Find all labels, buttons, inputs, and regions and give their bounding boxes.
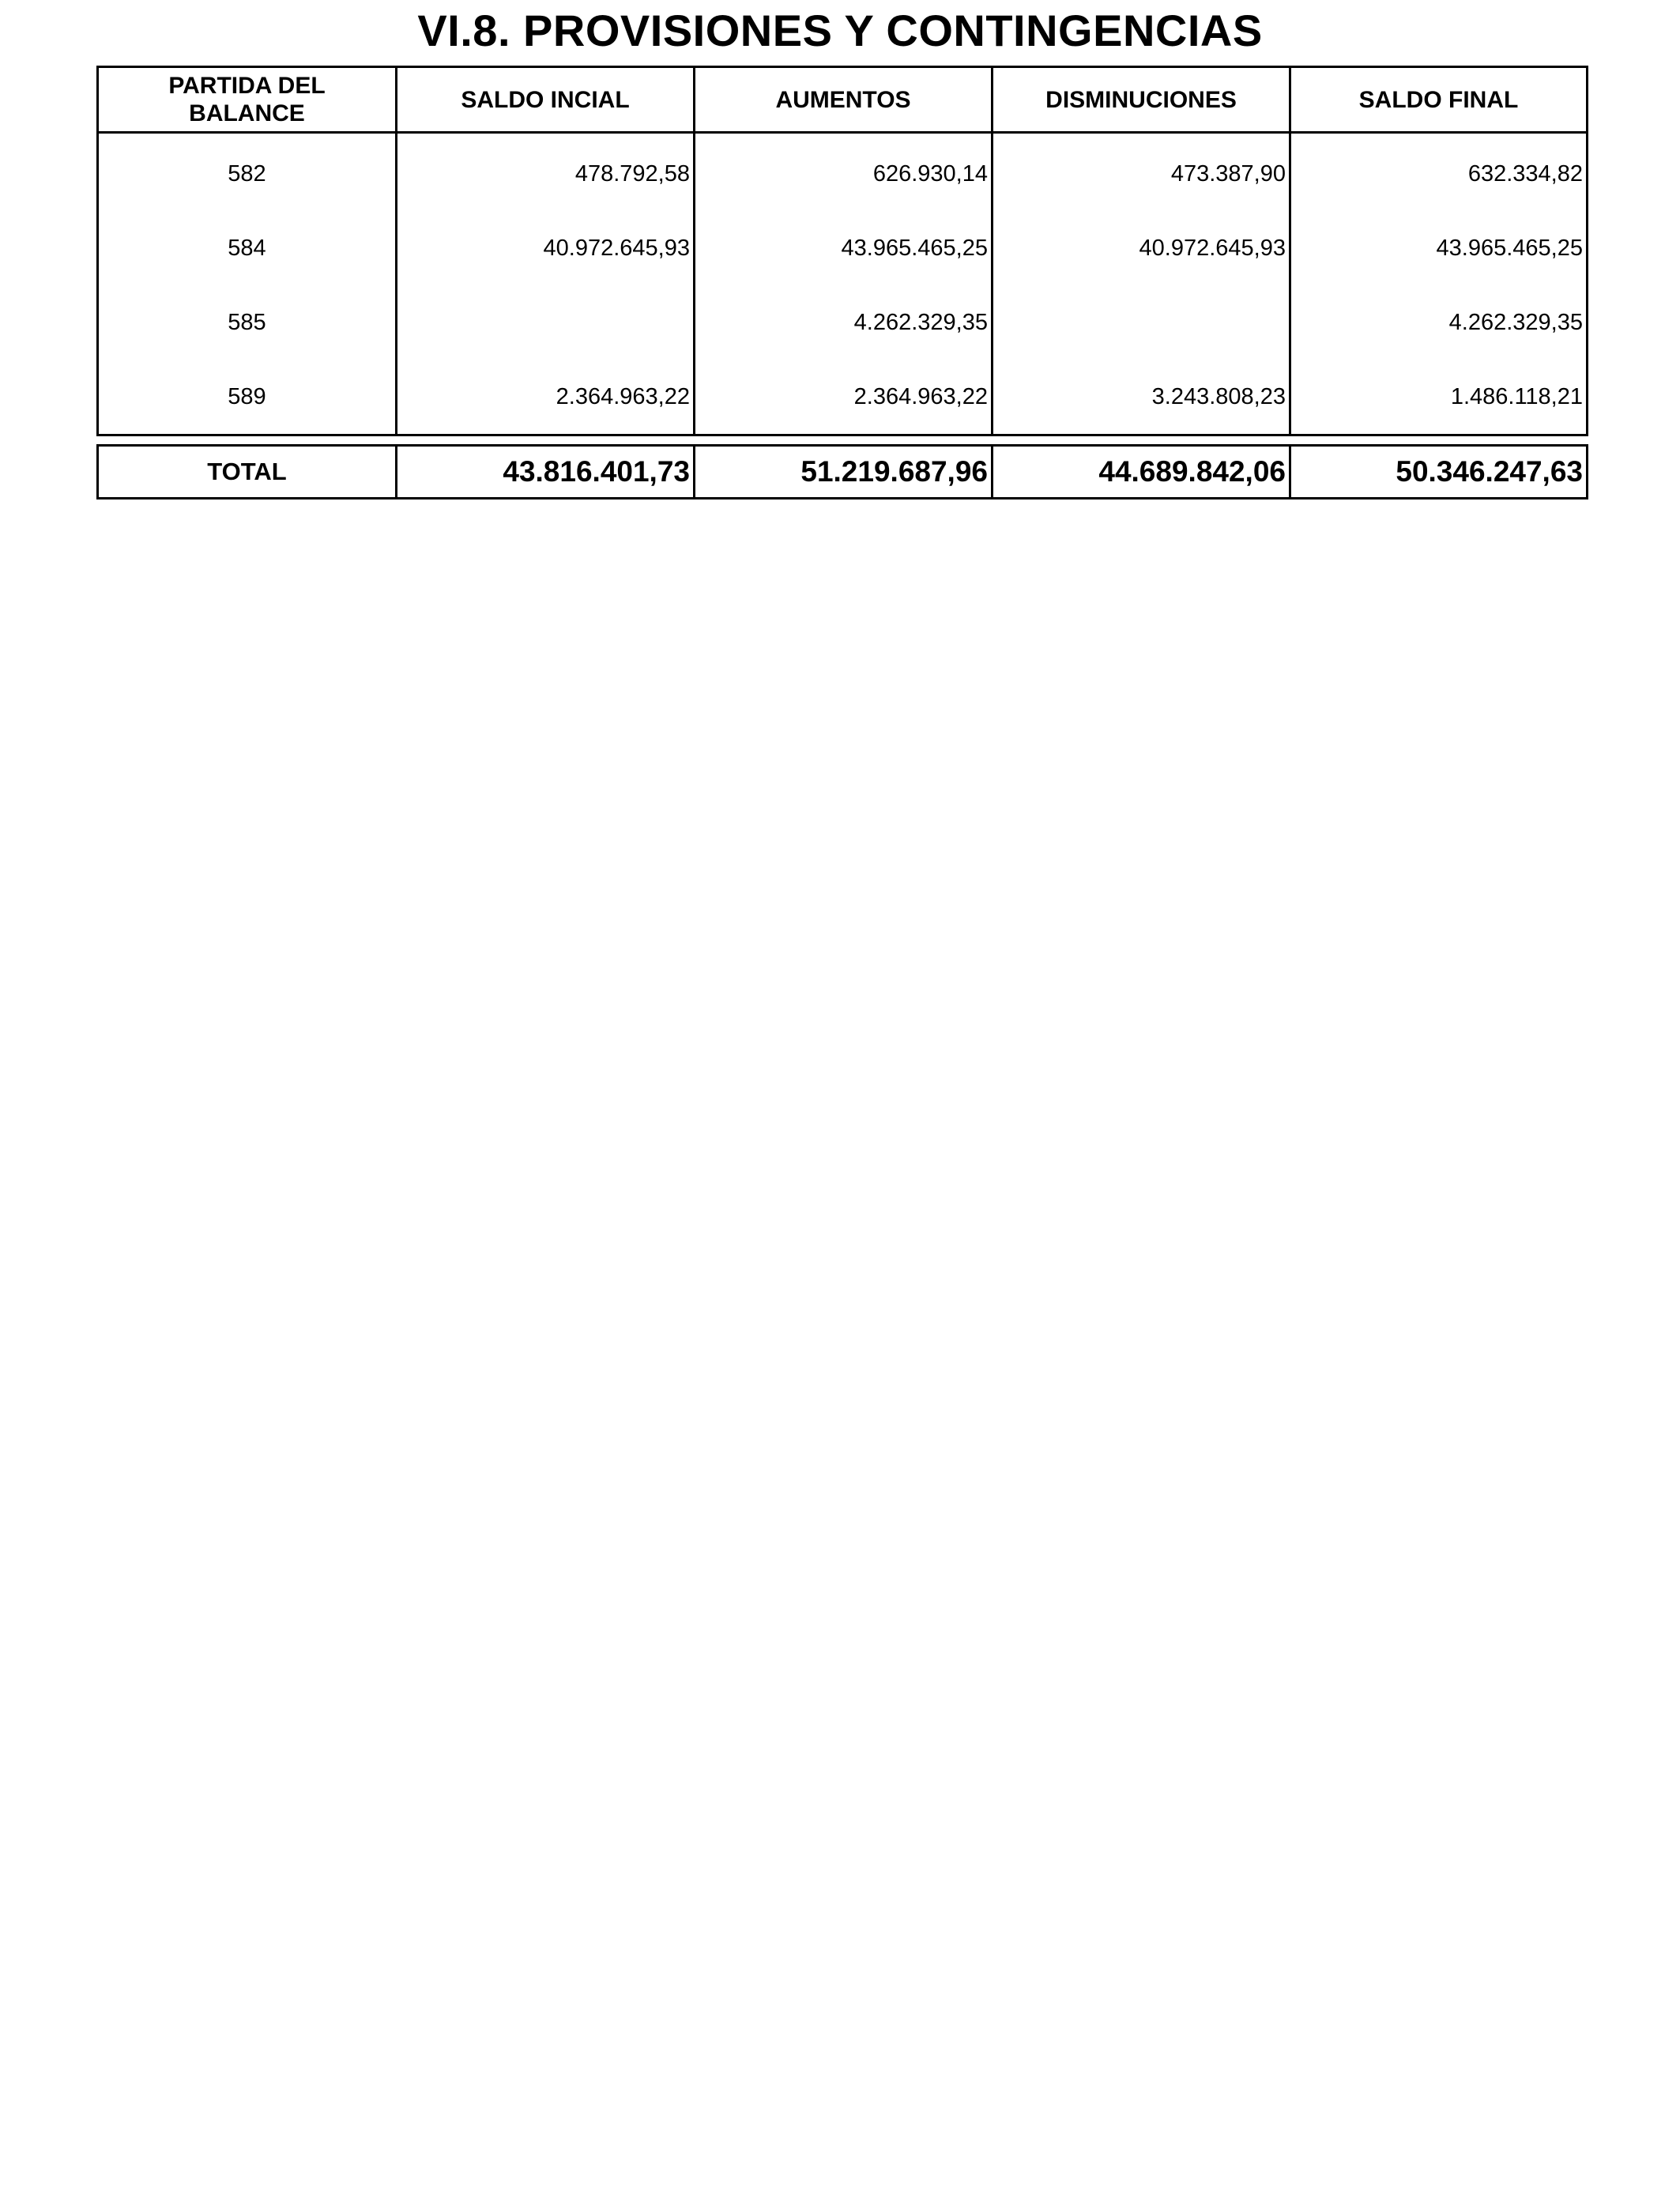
cell-aumentos: 2.364.963,22 — [695, 360, 993, 435]
cell-saldo-inicial: 478.792,58 — [397, 133, 695, 212]
header-disminuciones: DISMINUCIONES — [993, 67, 1290, 133]
total-table — [96, 444, 1588, 499]
cell-partida: 584 — [98, 211, 397, 285]
cell-aumentos: 626.930,14 — [695, 133, 993, 212]
cell-aumentos: 4.262.329,35 — [695, 285, 993, 360]
total-label: TOTAL — [98, 446, 397, 499]
cell-disminuciones: 473.387,90 — [993, 133, 1290, 212]
cell-disminuciones — [993, 285, 1290, 360]
header-partida — [98, 67, 397, 133]
cell-saldo-final: 1.486.118,21 — [1290, 360, 1588, 435]
cell-partida: 585 — [98, 285, 397, 360]
total-disminuciones: 44.689.842,06 — [993, 446, 1290, 499]
cell-aumentos: 43.965.465,25 — [695, 211, 993, 285]
header-aumentos: AUMENTOS — [695, 67, 993, 133]
header-partida-line1: PARTIDA DEL — [168, 73, 326, 99]
total-row — [98, 446, 1588, 499]
total-aumentos: 51.219.687,96 — [695, 446, 993, 499]
cell-disminuciones: 3.243.808,23 — [993, 360, 1290, 435]
table-row — [98, 133, 1588, 212]
cell-saldo-final: 4.262.329,35 — [1290, 285, 1588, 360]
cell-partida: 589 — [98, 360, 397, 435]
cell-saldo-inicial: 40.972.645,93 — [397, 211, 695, 285]
table-row — [98, 285, 1588, 360]
cell-saldo-final: 632.334,82 — [1290, 133, 1588, 212]
header-partida-line2: BALANCE — [189, 100, 305, 126]
cell-partida: 582 — [98, 133, 397, 212]
total-saldo-inicial: 43.816.401,73 — [397, 446, 695, 499]
page-title: VI.8. PROVISIONES Y CONTINGENCIAS — [417, 6, 1263, 55]
cell-saldo-final: 43.965.465,25 — [1290, 211, 1588, 285]
header-saldo-final: SALDO FINAL — [1290, 67, 1588, 133]
table-header-row — [98, 67, 1588, 133]
table-row — [98, 211, 1588, 285]
cell-disminuciones: 40.972.645,93 — [993, 211, 1290, 285]
cell-saldo-inicial: 2.364.963,22 — [397, 360, 695, 435]
table-row — [98, 360, 1588, 435]
cell-saldo-inicial — [397, 285, 695, 360]
total-saldo-final: 50.346.247,63 — [1290, 446, 1588, 499]
provisions-table — [96, 66, 1588, 436]
header-saldo-inicial: SALDO INCIAL — [397, 67, 695, 133]
